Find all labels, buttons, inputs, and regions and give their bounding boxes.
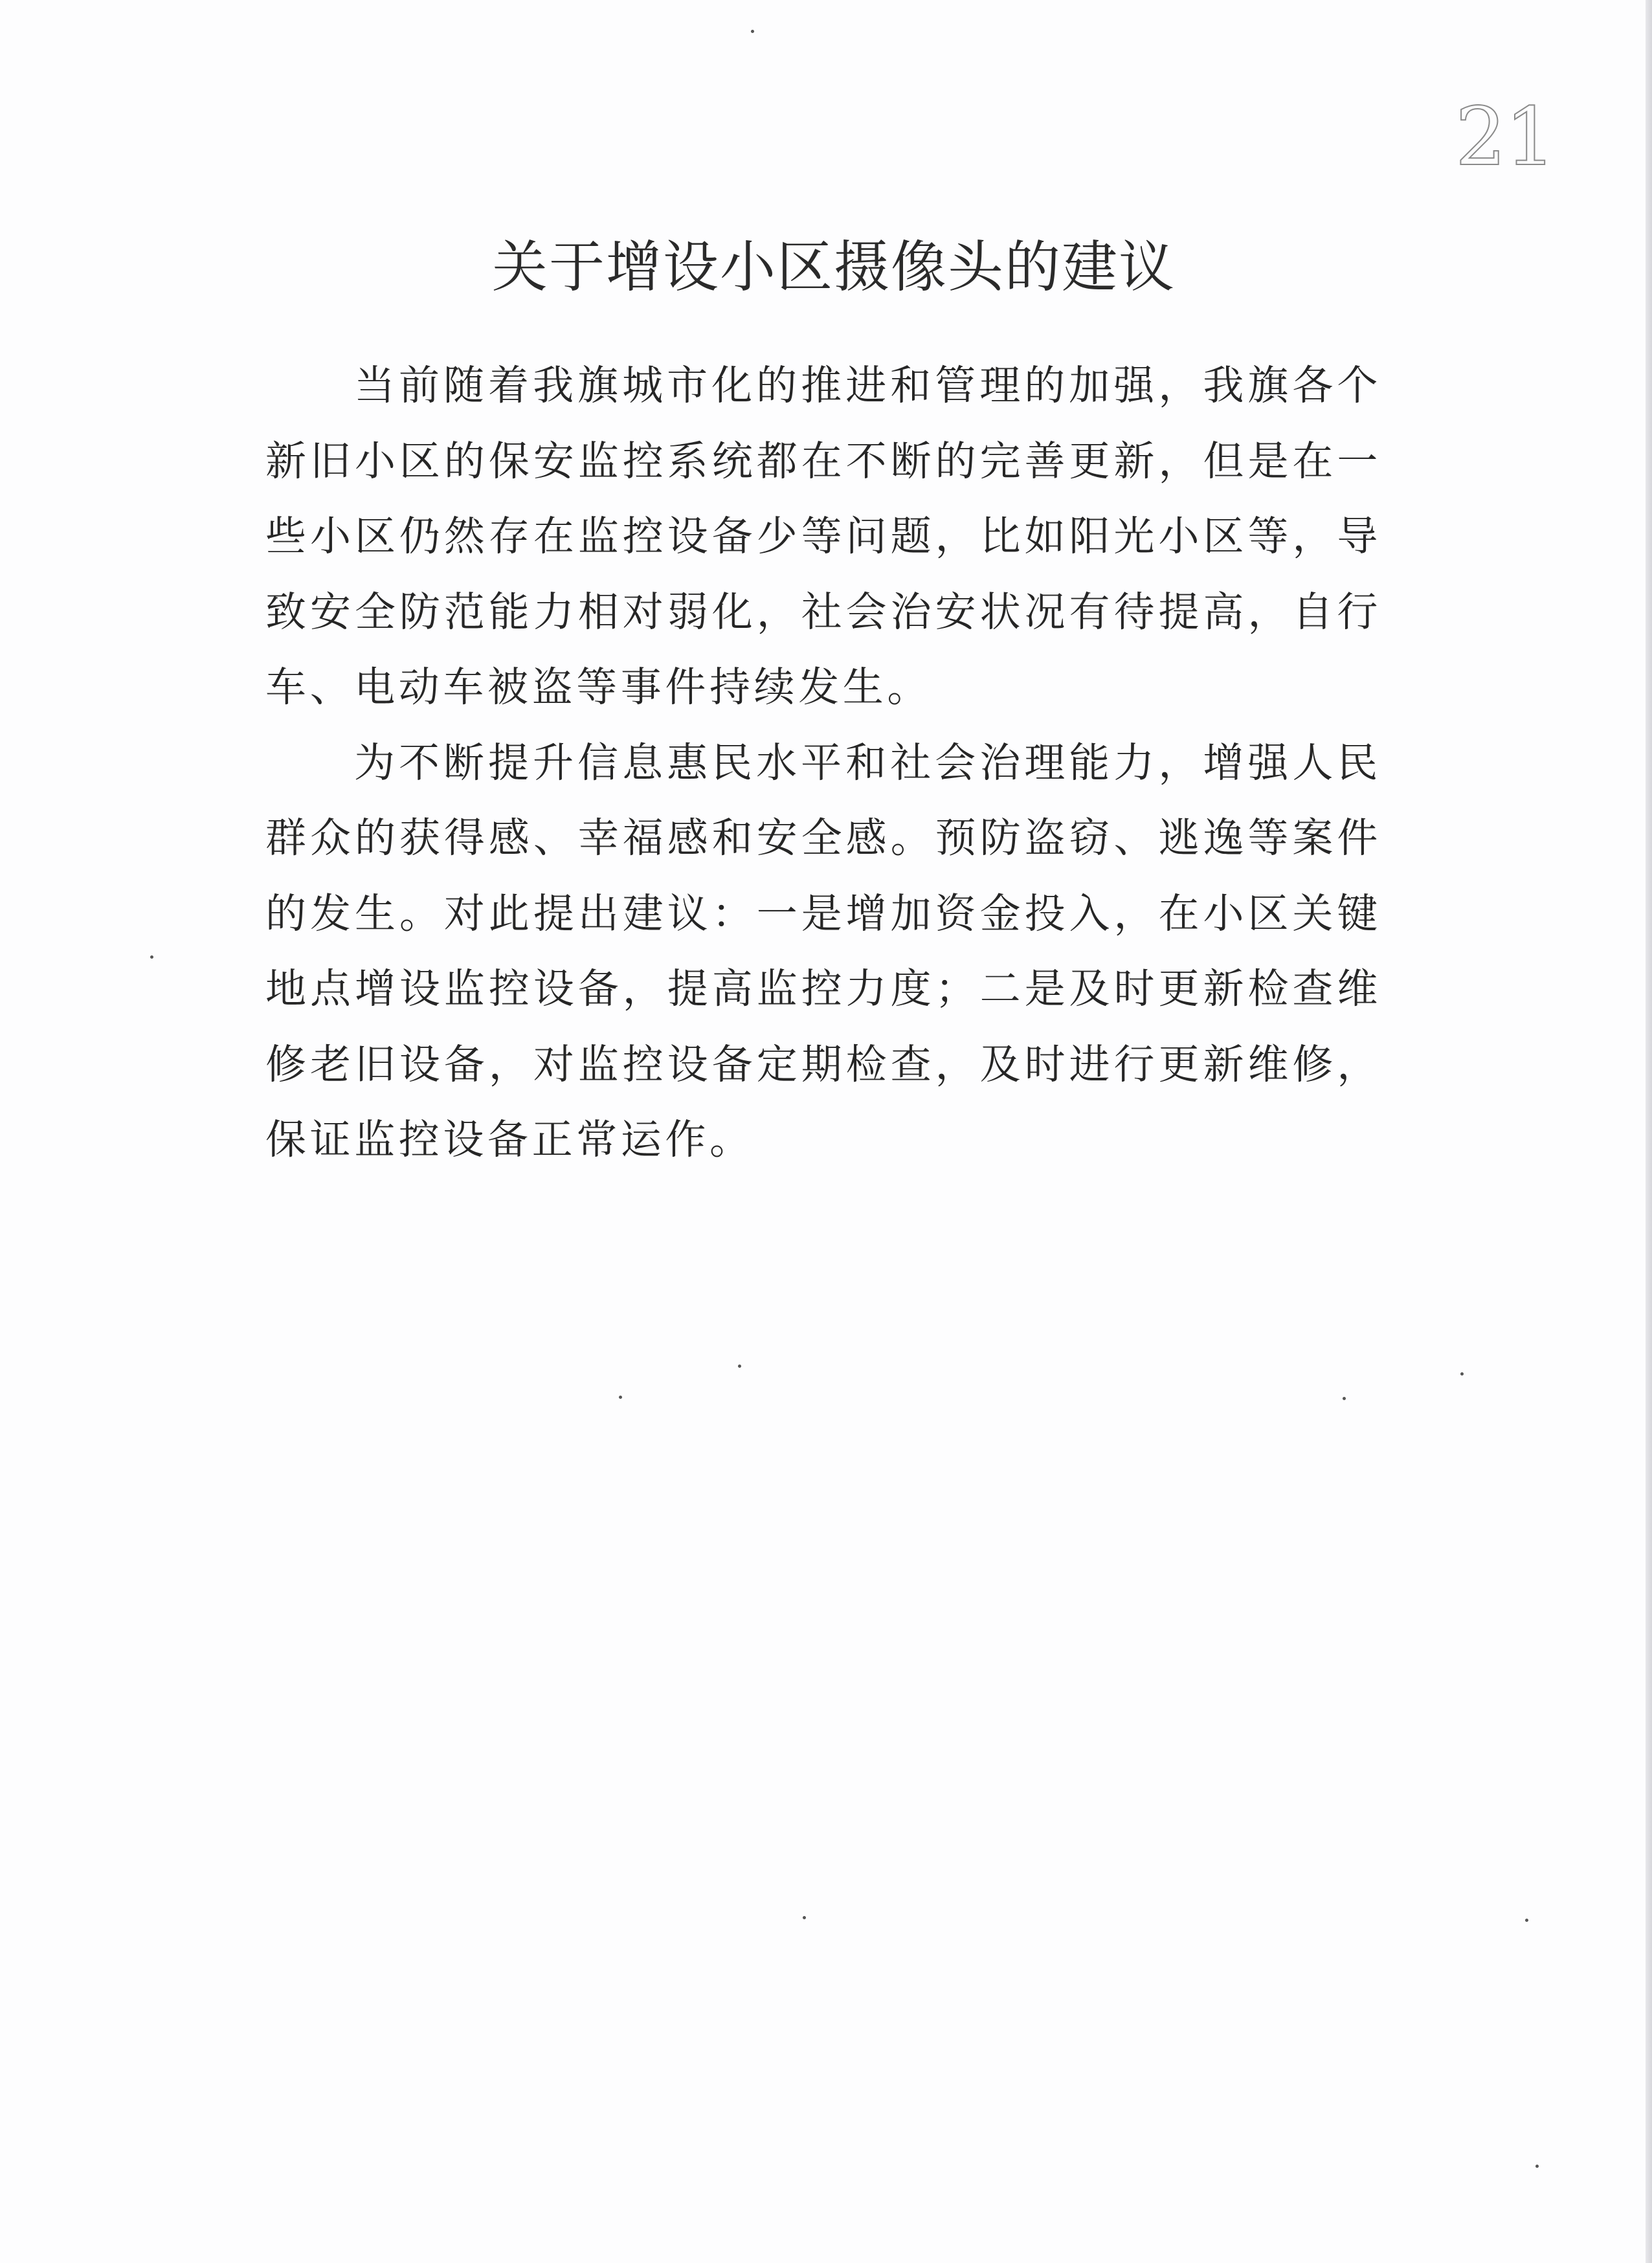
scan-speck — [150, 955, 153, 959]
page-number-stamp: 21 — [1455, 91, 1555, 184]
scan-speck — [1460, 1372, 1464, 1376]
paragraph: 当前随着我旗城市化的推进和管理的加强，我旗各个新旧小区的保安监控系统都在不断的完善更新，但是在一些小区仍然存在监控设备少等问题，比如阳光小区等，导致安全防范能力相对弱化，社会治安状况有待提高，自行车、电动车被盗等事件持续发生。 — [265, 362, 1381, 711]
page-edge — [1646, 0, 1652, 2263]
scan-speck — [619, 1396, 622, 1399]
scan-speck — [803, 1916, 806, 1919]
scan-speck — [751, 30, 754, 33]
document-body — [265, 348, 1381, 1178]
scan-speck — [1343, 1397, 1346, 1400]
document-title: 关于增设小区摄像头的建议 — [492, 234, 1176, 300]
scan-speck — [1525, 1919, 1528, 1922]
scan-speck — [738, 1365, 741, 1368]
scan-speck — [1535, 2165, 1539, 2168]
paragraph: 为不断提升信息惠民水平和社会治理能力，增强人民群众的获得感、幸福感和安全感。预防盗窃、逃逸等案件的发生。对此提出建议：一是增加资金投入，在小区关键地点增设监控设备，提高监控力度；二是及时更新检查维修老旧设备，对监控设备定期检查，及时进行更新维修，保证监控设备正常运作。 — [265, 739, 1381, 1163]
